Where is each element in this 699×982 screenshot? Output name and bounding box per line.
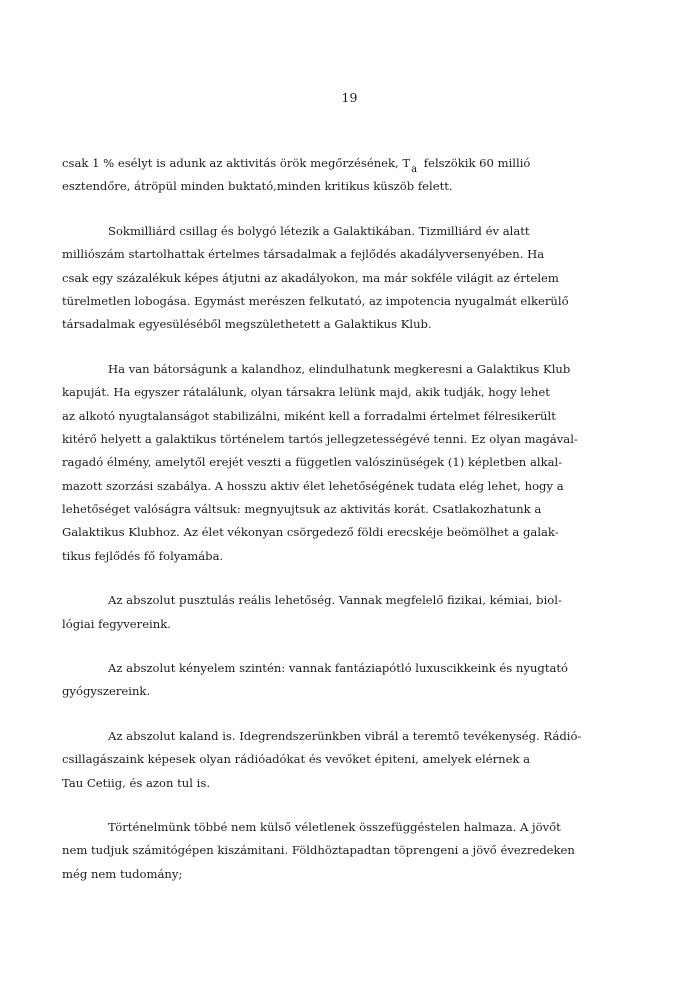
text-line: tikus fejlődés fő folyamába.: [62, 548, 224, 563]
paragraph-gap: [62, 337, 662, 358]
text-line: esztendőre, átröpül minden buktató,minden kritikus küszöb felett.: [62, 179, 453, 194]
text-line: [62, 152, 662, 175]
paragraph-gap: [62, 568, 662, 589]
text-line: Az abszolut kényelem szintén: vannak fantáziapótló luxuscikkeink és nyugtató: [108, 661, 569, 676]
text-line: Sokmilliárd csillag és bolygó létezik a Galaktikában. Tizmilliárd év alatt: [108, 223, 530, 238]
text-line: kapuját. Ha egyszer rátalálunk, olyan társakra lelünk majd, akik tudják, hogy lehet: [62, 385, 550, 400]
paragraph-4: [62, 589, 662, 636]
text-line: türelmetlen lobogása. Egymást merészen felkutató, az impotencia nyugalmát elkerülő: [62, 293, 569, 308]
subscript: a: [411, 164, 418, 175]
text-line-tail: felszökik 60 millió: [420, 156, 531, 170]
text-line: milliószám startolhattak értelmes társadalmak a fejlődés akadályversenyében. Ha: [62, 247, 545, 262]
text-line-main: csak 1 % esélyt is adunk az aktivitás örök megőrzésének, T: [62, 156, 411, 170]
page-number: 19: [341, 90, 358, 105]
paragraph-1: [62, 152, 662, 199]
text-line: mazott szorzási szabálya. A hosszu aktiv élet lehetőségének tudata elég lehet, hogy a: [62, 478, 564, 493]
text-line: ragadó élmény, amelytől erejét veszti a független valószinüségek (1) képletben alkal-: [62, 455, 563, 470]
text-line: csak egy százalékuk képes átjutni az akadályokon, ma már sokféle világit az értelem: [62, 270, 559, 285]
text-line: társadalmak egyesüléséből megszülethetett a Galaktikus Klub.: [62, 317, 432, 332]
paragraph-6: [62, 725, 662, 795]
text-line: lógiai fegyvereink.: [62, 616, 171, 631]
paragraph-5: [62, 657, 662, 704]
paragraph-gap: [62, 795, 662, 816]
text-line: Ha van bátorságunk a kalandhoz, elindulhatunk megkeresni a Galaktikus Klub: [108, 361, 571, 376]
paragraph-gap: [62, 704, 662, 725]
text-line: az alkotó nyugtalanságot stabilizálni, miként kell a forradalmi értelmet félresikerült: [62, 408, 556, 423]
paragraph-2: [62, 220, 662, 337]
text-line: kitérő helyett a galaktikus történelem tartós jellegzetességévé tenni. Ez olyan magával-: [62, 431, 578, 446]
text-line: gyógyszereink.: [62, 684, 151, 699]
text-line: csillagászaink képesek olyan rádióadókat és vevőket épiteni, amelyek elérnek a: [62, 752, 531, 767]
document-body: [62, 152, 662, 886]
text-line: Az abszolut kaland is. Idegrendszerünkben vibrál a teremtő tevékenység. Rádió-: [108, 728, 582, 743]
text-line: Galaktikus Klubhoz. Az élet vékonyan csörgedező földi erecskéje beömölhet a galak-: [62, 525, 559, 540]
text-line: Az abszolut pusztulás reális lehetőség. Vannak megfelelő fizikai, kémiai, biol-: [108, 593, 562, 608]
paragraph-gap: [62, 636, 662, 657]
text-line: nem tudjuk számitógépen kiszámitani. Földhöztapadtan töprengeni a jövő évezredeken: [62, 843, 575, 858]
text-line: Tau Cetiig, és azon tul is.: [62, 775, 211, 790]
paragraph-3: [62, 358, 662, 569]
text-line: még nem tudomány;: [62, 866, 183, 881]
paragraph-gap: [62, 199, 662, 220]
text-line: Történelmünk többé nem külső véletlenek összefüggéstelen halmaza. A jövőt: [108, 819, 561, 834]
paragraph-7: [62, 816, 662, 886]
text-line: lehetőséget valóságra váltsuk: megnyujtsuk az aktivitás korát. Csatlakozhatunk a: [62, 502, 542, 517]
